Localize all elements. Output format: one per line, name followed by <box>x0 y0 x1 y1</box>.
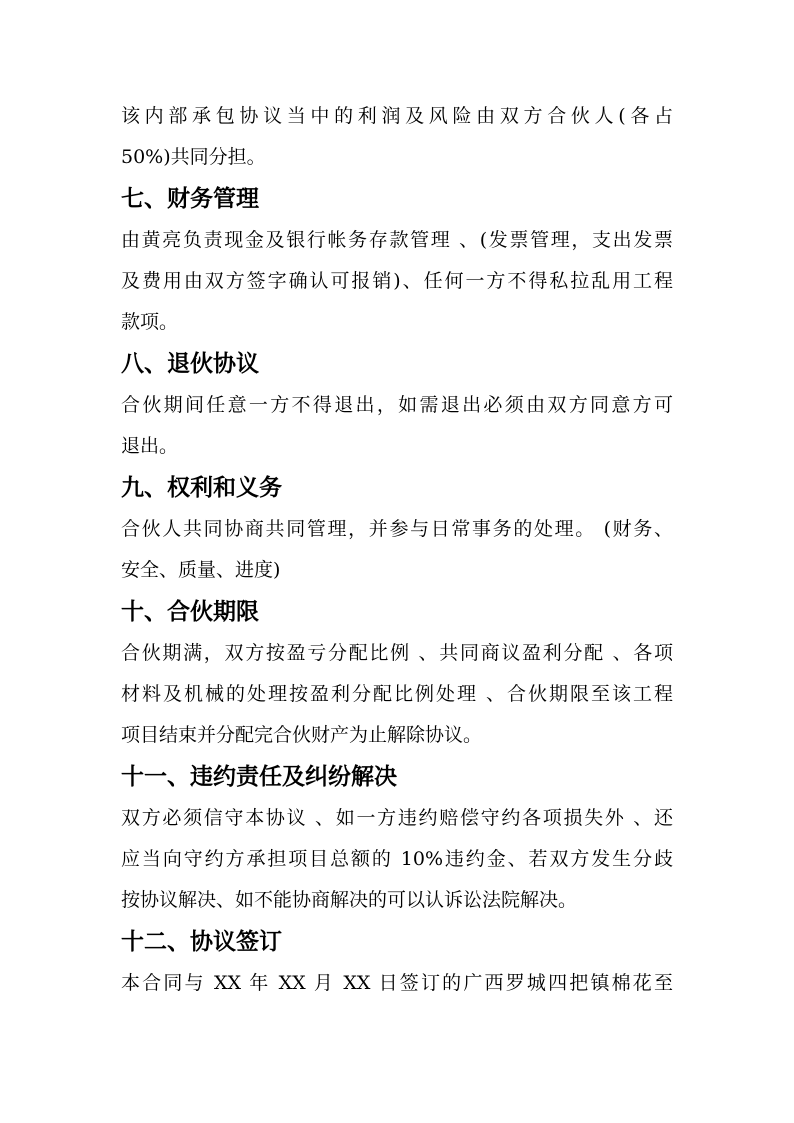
paragraph-line: 合伙人共同协商共同管理，并参与日常事务的处理。 (财务、 <box>121 518 673 540</box>
section-agreement-signing <box>121 921 673 1004</box>
paragraph-line: 按协议解决、如不能协商解决的可以认诉讼法院解决。 <box>121 889 578 911</box>
section-breach-dispute <box>121 756 673 921</box>
section-rights-obligations <box>121 467 673 591</box>
paragraph-line: 本合同与 XX 年 XX 月 XX 日签订的广西罗城四把镇棉花至 <box>121 972 673 994</box>
intro-paragraph <box>121 96 673 178</box>
section-partnership-term <box>121 591 673 756</box>
section-withdrawal-agreement <box>121 343 673 467</box>
paragraph-line: 材料及机械的处理按盈利分配比例处理 、合伙期限至该工程 <box>121 683 673 705</box>
paragraph-line: 由黄亮负责现金及银行帐务存款管理 、(发票管理，支出发票 <box>121 229 673 251</box>
paragraph-line: 双方必须信守本协议 、如一方违约赔偿守约各项损失外 、还 <box>121 807 673 829</box>
document-body <box>121 96 673 1004</box>
paragraph-line: 及费用由双方签字确认可报销)、任何一方不得私拉乱用工程 <box>121 270 673 292</box>
section-heading: 十二、协议签订 <box>121 929 282 955</box>
paragraph-line: 退出。 <box>121 435 179 457</box>
section-heading: 九、权利和义务 <box>121 475 282 501</box>
paragraph-line: 合伙期满，双方按盈亏分配比例 、共同商议盈利分配 、各项 <box>121 642 673 664</box>
paragraph-line: 合伙期间任意一方不得退出，如需退出必须由双方同意方可 <box>121 394 673 416</box>
paragraph-line: 安全、质量、进度) <box>121 559 281 581</box>
paragraph-line: 项目结束并分配完合伙财产为止解除协议。 <box>121 724 483 746</box>
paragraph-line: 该内部承包协议当中的利润及风险由双方合伙人(各占 <box>121 105 673 127</box>
section-heading: 七、财务管理 <box>121 186 259 212</box>
paragraph-line: 应当向守约方承担项目总额的 10%违约金、若双方发生分歧 <box>121 848 673 870</box>
section-heading: 十一、违约责任及纠纷解决 <box>121 764 397 790</box>
paragraph-line: 50%)共同分担。 <box>121 146 266 168</box>
section-heading: 十、合伙期限 <box>121 599 259 625</box>
section-finance-management <box>121 178 673 343</box>
paragraph-line: 款项。 <box>121 311 179 333</box>
section-heading: 八、退伙协议 <box>121 351 259 377</box>
